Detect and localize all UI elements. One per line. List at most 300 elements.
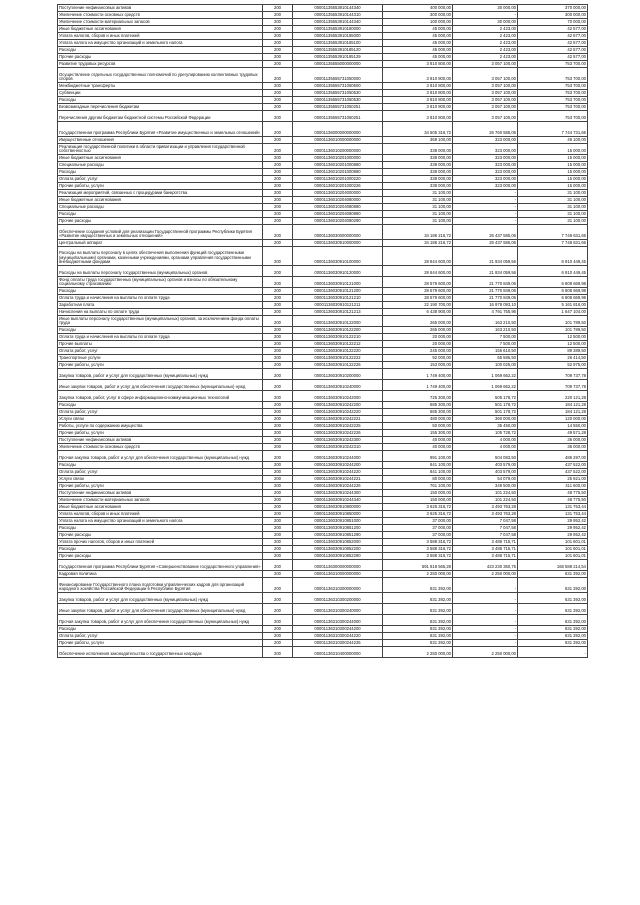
row-approved-cell: 3 588 316,72 [383, 546, 453, 553]
row-code-cell: 200 [263, 380, 293, 391]
row-kbk-cell: 00001136030910121211 [293, 302, 383, 309]
row-approved-cell: 3 810 800,00 [383, 68, 453, 83]
row-name-cell: Прочие работы, услуги [58, 362, 263, 369]
row-executed-cell: 35 450,00 [453, 423, 518, 430]
row-remaining-cell: 26 414,50 [518, 355, 588, 362]
row-kbk-cell: 00001136030000000000 [293, 225, 383, 240]
row-remaining-cell: 29 952,42 [518, 525, 588, 532]
row-approved-cell: 155 300,00 [383, 430, 453, 437]
row-approved-cell: 28 579 600,00 [383, 277, 453, 288]
row-approved-cell: 841 100,00 [383, 462, 453, 469]
row-remaining-cell: 709 737,78 [518, 380, 588, 391]
row-code-cell: 200 [263, 40, 293, 47]
row-kbk-cell: 00001136030910852000 [293, 539, 383, 546]
table-row [58, 633, 588, 640]
row-name-cell: Прочие расходы [58, 218, 263, 225]
row-executed-cell: 4 791 755,96 [453, 309, 518, 316]
table-row [58, 430, 588, 437]
row-remaining-cell: 36 000,00 [518, 444, 588, 451]
row-executed-cell: 2 423,00 [453, 33, 518, 40]
row-kbk-cell: 00001136030910122212 [293, 341, 383, 348]
row-code-cell: 200 [263, 409, 293, 416]
row-name-cell: Специальные расходы [58, 162, 263, 169]
row-approved-cell: 761 100,00 [383, 483, 453, 490]
row-remaining-cell: 42 577,00 [518, 33, 588, 40]
row-approved-cell: 3 810 800,00 [383, 104, 453, 111]
row-kbk-cell: 00001135553910185100 [293, 40, 383, 47]
table-row [58, 26, 588, 33]
row-name-cell: Расходы [58, 462, 263, 469]
row-executed-cell: 2 250 000,00 [453, 647, 518, 658]
table-row [58, 295, 588, 302]
row-remaining-cell: 101 789,50 [518, 327, 588, 334]
row-executed-cell: 26 437 585,06 [453, 240, 518, 247]
row-approved-cell: 22 190 700,00 [383, 302, 453, 309]
row-approved-cell: 150 000,00 [383, 490, 453, 497]
row-code-cell: 200 [263, 560, 293, 571]
row-code-cell: 200 [263, 604, 293, 615]
row-executed-cell: 423 230 350,75 [453, 560, 518, 571]
row-executed-cell: 501 178,72 [453, 402, 518, 409]
row-kbk-cell: 00001136030910800000 [293, 504, 383, 511]
row-remaining-cell: 15 000,00 [518, 176, 588, 183]
row-remaining-cell: 25 921,00 [518, 476, 588, 483]
row-name-cell: Начисления на выплаты по оплате труда [58, 309, 263, 316]
row-name-cell: Расходы [58, 546, 263, 553]
row-name-cell: Фонд оплаты труда государственных (муниципальных) органов и взносы по обязательному социальному страхованию [58, 277, 263, 288]
table-row [58, 334, 588, 341]
row-kbk-cell: 00001135553910180000 [293, 26, 383, 33]
row-remaining-cell: 101 789,50 [518, 316, 588, 327]
row-name-cell: Межбюджетные трансферты [58, 83, 263, 90]
row-remaining-cell: 486 297,00 [518, 451, 588, 462]
row-code-cell: 200 [263, 247, 293, 266]
row-approved-cell: 150 000,00 [383, 497, 453, 504]
row-name-cell: Увеличение стоимости материальных запасов [58, 19, 263, 26]
table-row [58, 19, 588, 26]
row-code-cell: 200 [263, 295, 293, 302]
table-row [58, 12, 588, 19]
row-kbk-cell: 00001136030910851000 [293, 518, 383, 525]
row-kbk-cell: 00001136310300244220 [293, 633, 383, 640]
table-row [58, 462, 588, 469]
row-kbk-cell: 00001135555731050530 [293, 97, 383, 104]
row-executed-cell: 3 057 100,00 [453, 104, 518, 111]
row-name-cell: Осуществление отдельных государственных полномочий по урегулированию коллективных трудовых споров [58, 68, 263, 83]
row-kbk-cell: 00001136010201000000 [293, 155, 383, 162]
row-approved-cell: 3 810 800,00 [383, 90, 453, 97]
row-code-cell: 200 [263, 240, 293, 247]
row-remaining-cell: 42 577,00 [518, 26, 588, 33]
row-code-cell: 200 [263, 615, 293, 626]
row-name-cell: Услуги связи [58, 476, 263, 483]
row-code-cell: 200 [263, 362, 293, 369]
row-kbk-cell: 00001135555731050251 [293, 111, 383, 122]
row-remaining-cell: 46 100,00 [518, 137, 588, 144]
row-kbk-cell: 00001136030910851200 [293, 525, 383, 532]
row-executed-cell: 7 047,58 [453, 532, 518, 539]
table-row [58, 155, 588, 162]
row-name-cell: Уплата налога на имущество организаций и земельного налога [58, 40, 263, 47]
row-approved-cell: 37 000,00 [383, 518, 453, 525]
table-row [58, 497, 588, 504]
row-approved-cell: 725 300,00 [383, 391, 453, 402]
row-executed-cell: 7 500,00 [453, 341, 518, 348]
row-executed-cell: 100 025,00 [453, 362, 518, 369]
row-name-cell: Обеспечение исполнения законодательства о государственных наградах [58, 647, 263, 658]
row-name-cell: Реализация мероприятий, связанных с процедурами банкротства [58, 190, 263, 197]
row-remaining-cell: 15 000,00 [518, 162, 588, 169]
row-approved-cell: 2 250 000,00 [383, 647, 453, 658]
row-executed-cell: 4 000,00 [453, 437, 518, 444]
row-name-cell: Прочие расходы [58, 54, 263, 61]
row-kbk-cell: 00001136010200000000 [293, 144, 383, 155]
table-row [58, 169, 588, 176]
row-name-cell: Расходы [58, 288, 263, 295]
row-remaining-cell: 49 571,28 [518, 430, 588, 437]
row-name-cell: Расходы [58, 525, 263, 532]
table-row [58, 341, 588, 348]
row-approved-cell: 20 000,00 [383, 334, 453, 341]
row-name-cell: Поступление нефинансовых активов [58, 490, 263, 497]
table-row [58, 640, 588, 647]
table-row [58, 539, 588, 546]
row-approved-cell: 50 000,00 [383, 423, 453, 430]
row-executed-cell: - [453, 218, 518, 225]
row-code-cell: 200 [263, 266, 293, 277]
row-approved-cell: 338 000,00 [383, 162, 453, 169]
row-kbk-cell: 00001136030910242310 [293, 444, 383, 451]
row-kbk-cell: 00001136030910851290 [293, 532, 383, 539]
row-code-cell: 200 [263, 137, 293, 144]
table-row [58, 380, 588, 391]
row-executed-cell: 3 486 715,71 [453, 539, 518, 546]
row-executed-cell: 3 057 100,00 [453, 90, 518, 97]
row-approved-cell: 45 000,00 [383, 26, 453, 33]
row-code-cell: 200 [263, 355, 293, 362]
row-name-cell: Обеспечение создания условий для реализации Государственной программы Республики Бурятия «Развитие имущественных и земельных отношений» [58, 225, 263, 240]
row-kbk-cell: 00001136030910122200 [293, 327, 383, 334]
row-code-cell: 200 [263, 162, 293, 169]
row-approved-cell: 831 392,00 [383, 578, 453, 593]
row-approved-cell: 480 000,00 [383, 416, 453, 423]
row-executed-cell: 54 079,00 [453, 476, 518, 483]
row-executed-cell: 163 210,50 [453, 327, 518, 334]
row-kbk-cell: 00001136010201000880 [293, 162, 383, 169]
row-executed-cell: 21 770 849,06 [453, 288, 518, 295]
row-approved-cell: 153 000,00 [383, 362, 453, 369]
row-remaining-cell: 437 522,00 [518, 462, 588, 469]
row-code-cell: 200 [263, 437, 293, 444]
row-code-cell: 200 [263, 61, 293, 68]
row-remaining-cell: 184 121,28 [518, 409, 588, 416]
row-remaining-cell: 631 392,00 [518, 615, 588, 626]
row-code-cell: 200 [263, 626, 293, 633]
row-executed-cell: 30 000,00 [453, 19, 518, 26]
table-row [58, 266, 588, 277]
row-kbk-cell: 00001135553910144310 [293, 12, 383, 19]
row-remaining-cell: 52 975,00 [518, 362, 588, 369]
row-approved-cell: 40 000,00 [383, 437, 453, 444]
row-name-cell: Расходы [58, 211, 263, 218]
row-remaining-cell: 6 808 669,98 [518, 277, 588, 288]
row-name-cell: Прочие расходы [58, 553, 263, 560]
row-code-cell: 200 [263, 423, 293, 430]
row-code-cell: 200 [263, 633, 293, 640]
row-executed-cell: 21 770 849,06 [453, 295, 518, 302]
table-row [58, 604, 588, 615]
row-executed-cell: 3 057 100,00 [453, 61, 518, 68]
table-row [58, 104, 588, 111]
row-remaining-cell: 89 389,50 [518, 348, 588, 355]
row-code-cell: 200 [263, 316, 293, 327]
row-kbk-cell: 00001136030910850000 [293, 511, 383, 518]
row-executed-cell: 3 493 763,28 [453, 511, 518, 518]
row-name-cell: Иные бюджетные ассигнования [58, 197, 263, 204]
row-executed-cell: 26 760 585,06 [453, 122, 518, 137]
row-name-cell: Оплата работ, услуг [58, 633, 263, 640]
row-kbk-cell: 00001136030910120000 [293, 266, 383, 277]
row-kbk-cell: 00001136310400000000 [293, 647, 383, 658]
row-name-cell: Увеличение стоимости материальных запасов [58, 497, 263, 504]
row-name-cell: Увеличение стоимости основных средств [58, 12, 263, 19]
table-row [58, 40, 588, 47]
table-row [58, 176, 588, 183]
row-remaining-cell: 6 910 449,45 [518, 266, 588, 277]
row-remaining-cell: 120 000,00 [518, 416, 588, 423]
row-name-cell: Оплата работ, услуг [58, 176, 263, 183]
row-approved-cell: 831 392,00 [383, 626, 453, 633]
row-name-cell: Иные закупки товаров, работ и услуг для обеспечения государственных (муниципальных) нужд [58, 604, 263, 615]
row-kbk-cell: 00001136030910121200 [293, 288, 383, 295]
row-kbk-cell: 00001136310300244000 [293, 615, 383, 626]
row-remaining-cell: 631 392,00 [518, 578, 588, 593]
row-approved-cell: 45 000,00 [383, 47, 453, 54]
table-row [58, 54, 588, 61]
row-remaining-cell: 831 392,00 [518, 633, 588, 640]
row-remaining-cell: 15 000,00 [518, 183, 588, 190]
row-remaining-cell: 131 753,44 [518, 504, 588, 511]
row-name-cell: Реализация государственной политики в области приватизации и управления государственной собственностью [58, 144, 263, 155]
row-approved-cell: 37 000,00 [383, 532, 453, 539]
row-remaining-cell: 101 601,01 [518, 553, 588, 560]
table-row [58, 444, 588, 451]
row-executed-cell: - [453, 211, 518, 218]
row-name-cell: Оплата труда и начисления на выплаты по оплате труда [58, 295, 263, 302]
row-approved-cell: 31 100,00 [383, 204, 453, 211]
row-remaining-cell: 14 550,00 [518, 423, 588, 430]
row-executed-cell: - [453, 197, 518, 204]
row-approved-cell: 831 392,00 [383, 633, 453, 640]
row-executed-cell: 26 437 585,06 [453, 225, 518, 240]
row-approved-cell: 591 818 565,28 [383, 560, 453, 571]
table-row [58, 571, 588, 578]
row-remaining-cell: 753 700,00 [518, 104, 588, 111]
row-executed-cell: - [453, 593, 518, 604]
row-approved-cell: 265 000,00 [383, 316, 453, 327]
row-executed-cell: 323 000,00 [453, 144, 518, 155]
row-name-cell: Иные закупки товаров, работ и услуг для обеспечения государственных (муниципальных) нужд [58, 380, 263, 391]
row-executed-cell: 155 610,50 [453, 348, 518, 355]
row-executed-cell: - [453, 204, 518, 211]
row-name-cell: Уплата налогов, сборов и иных платежей [58, 33, 263, 40]
row-name-cell: Расходы на выплаты персоналу государственных (муниципальных) органов [58, 266, 263, 277]
row-name-cell: Расходы [58, 169, 263, 176]
row-kbk-cell: 00001136010201000880 [293, 169, 383, 176]
row-approved-cell: 338 000,00 [383, 176, 453, 183]
row-executed-cell: 323 000,00 [453, 169, 518, 176]
row-executed-cell: 16 978 093,10 [453, 302, 518, 309]
row-name-cell: Развитие трудовых ресурсов [58, 61, 263, 68]
row-approved-cell: 3 588 316,72 [383, 539, 453, 546]
row-code-cell: 200 [263, 571, 293, 578]
table-row [58, 47, 588, 54]
row-remaining-cell: 831 392,00 [518, 626, 588, 633]
row-approved-cell: 45 000,00 [383, 40, 453, 47]
row-remaining-cell: 7 748 631,66 [518, 240, 588, 247]
row-code-cell: 200 [263, 211, 293, 218]
row-name-cell: Оплата работ, услуг [58, 348, 263, 355]
row-code-cell: 200 [263, 462, 293, 469]
row-code-cell: 200 [263, 391, 293, 402]
row-kbk-cell: 00001135553910144340 [293, 5, 383, 12]
row-name-cell: Государственная программа Республики Бурятия «Развитие имущественных и земельных отношений» [58, 122, 263, 137]
row-code-cell: 200 [263, 83, 293, 90]
row-approved-cell: 40 000,00 [383, 444, 453, 451]
row-executed-cell: - [453, 604, 518, 615]
row-kbk-cell: 00001136030910242200 [293, 402, 383, 409]
table-row [58, 162, 588, 169]
row-remaining-cell: 184 121,28 [518, 402, 588, 409]
row-name-cell: Иные бюджетные ассигнования [58, 155, 263, 162]
table-row [58, 211, 588, 218]
row-kbk-cell: 00001136030910244200 [293, 462, 383, 469]
row-name-cell: Расходы на выплаты персоналу в целях обеспечения выполнения функций государственными (муниципальными) органами, казенными учреждениями, органами управления государственными внебюджетными фондами [58, 247, 263, 266]
row-name-cell: Прочие работы, услуги [58, 640, 263, 647]
row-code-cell: 200 [263, 416, 293, 423]
row-kbk-cell: 00001136010000000000 [293, 137, 383, 144]
row-name-cell: Прочие расходы [58, 532, 263, 539]
table-row [58, 560, 588, 571]
report-page [57, 4, 587, 658]
row-kbk-cell: 00001136310300244226 [293, 640, 383, 647]
row-remaining-cell: 48 775,50 [518, 497, 588, 504]
row-name-cell: Оплата работ, услуг [58, 409, 263, 416]
row-code-cell: 200 [263, 593, 293, 604]
row-approved-cell: 245 000,00 [383, 348, 453, 355]
row-remaining-cell: 12 500,00 [518, 341, 588, 348]
row-executed-cell: 21 934 059,56 [453, 247, 518, 266]
row-code-cell: 200 [263, 539, 293, 546]
row-name-cell: Расходы [58, 47, 263, 54]
row-name-cell: Уплата прочих налогов, сборов и иных платежей [58, 539, 263, 546]
row-approved-cell: 3 588 316,72 [383, 553, 453, 560]
row-remaining-cell: 168 588 214,54 [518, 560, 588, 571]
row-code-cell: 200 [263, 104, 293, 111]
row-approved-cell: 3 810 800,00 [383, 97, 453, 104]
row-kbk-cell: 00001136030910244300 [293, 490, 383, 497]
row-code-cell: 200 [263, 288, 293, 295]
row-approved-cell: 3 625 316,72 [383, 504, 453, 511]
row-executed-cell: 105 728,72 [453, 430, 518, 437]
row-approved-cell: 300 000,00 [383, 12, 453, 19]
row-kbk-cell: 00001136030910242000 [293, 391, 383, 402]
row-code-cell: 200 [263, 54, 293, 61]
row-code-cell: 200 [263, 183, 293, 190]
row-kbk-cell: 00001136030910242220 [293, 409, 383, 416]
table-row [58, 204, 588, 211]
row-code-cell: 200 [263, 640, 293, 647]
table-row [58, 402, 588, 409]
row-executed-cell: - [453, 578, 518, 593]
row-remaining-cell: 411 600,00 [518, 483, 588, 490]
row-remaining-cell: 831 392,00 [518, 640, 588, 647]
row-approved-cell: 100 000,00 [383, 19, 453, 26]
row-executed-cell: 21 770 849,06 [453, 277, 518, 288]
table-row [58, 288, 588, 295]
row-executed-cell: 3 493 763,28 [453, 504, 518, 511]
row-approved-cell: 3 625 316,72 [383, 511, 453, 518]
row-name-cell: Услуги связи [58, 416, 263, 423]
table-row [58, 190, 588, 197]
table-row [58, 5, 588, 12]
row-name-cell: Прочие работы, услуги [58, 430, 263, 437]
row-kbk-cell: 00001136010204080880 [293, 211, 383, 218]
row-kbk-cell: 00001136030910244000 [293, 451, 383, 462]
row-remaining-cell: 631 392,00 [518, 593, 588, 604]
row-name-cell: Закупка товаров, работ и услуг для государственных (муниципальных) нужд [58, 369, 263, 380]
row-approved-cell: 831 392,00 [383, 604, 453, 615]
row-code-cell: 200 [263, 33, 293, 40]
row-kbk-cell: 00001136030910244226 [293, 483, 383, 490]
row-code-cell: 200 [263, 197, 293, 204]
row-approved-cell: 369 100,00 [383, 137, 453, 144]
row-name-cell: Государственная программа Республики Бурятия «Совершенствование государственного управления» [58, 560, 263, 571]
row-code-cell: 200 [263, 204, 293, 211]
row-executed-cell: 349 500,00 [453, 483, 518, 490]
row-name-cell: Заработная плата [58, 302, 263, 309]
row-code-cell: 200 [263, 218, 293, 225]
row-remaining-cell: 31 100,00 [518, 211, 588, 218]
row-executed-cell: 504 083,50 [453, 451, 518, 462]
row-code-cell: 200 [263, 546, 293, 553]
row-remaining-cell: 753 700,00 [518, 68, 588, 83]
row-kbk-cell: 00001136030910122210 [293, 334, 383, 341]
row-remaining-cell: 7 748 631,66 [518, 225, 588, 240]
row-name-cell: Увеличение стоимости основных средств [58, 444, 263, 451]
row-kbk-cell: 00001136030910121213 [293, 309, 383, 316]
row-remaining-cell: 15 000,00 [518, 155, 588, 162]
row-code-cell: 200 [263, 525, 293, 532]
row-kbk-cell: 00001136010204080290 [293, 218, 383, 225]
row-code-cell: 200 [263, 553, 293, 560]
row-kbk-cell: 00001136030910242226 [293, 430, 383, 437]
row-kbk-cell: 00001136030910121210 [293, 295, 383, 302]
row-name-cell: Оплата работ, услуг [58, 469, 263, 476]
row-kbk-cell: 00001135555000000000 [293, 61, 383, 68]
row-executed-cell: 65 585,50 [453, 355, 518, 362]
row-approved-cell: 338 000,00 [383, 144, 453, 155]
row-remaining-cell: 42 577,00 [518, 54, 588, 61]
row-approved-cell: 685 300,00 [383, 409, 453, 416]
row-approved-cell: 92 000,00 [383, 355, 453, 362]
table-row [58, 476, 588, 483]
row-name-cell: Работы, услуги по содержанию имущества [58, 423, 263, 430]
row-approved-cell: 31 100,00 [383, 197, 453, 204]
table-row [58, 348, 588, 355]
row-executed-cell: 7 047,58 [453, 518, 518, 525]
row-executed-cell: 505 178,72 [453, 391, 518, 402]
